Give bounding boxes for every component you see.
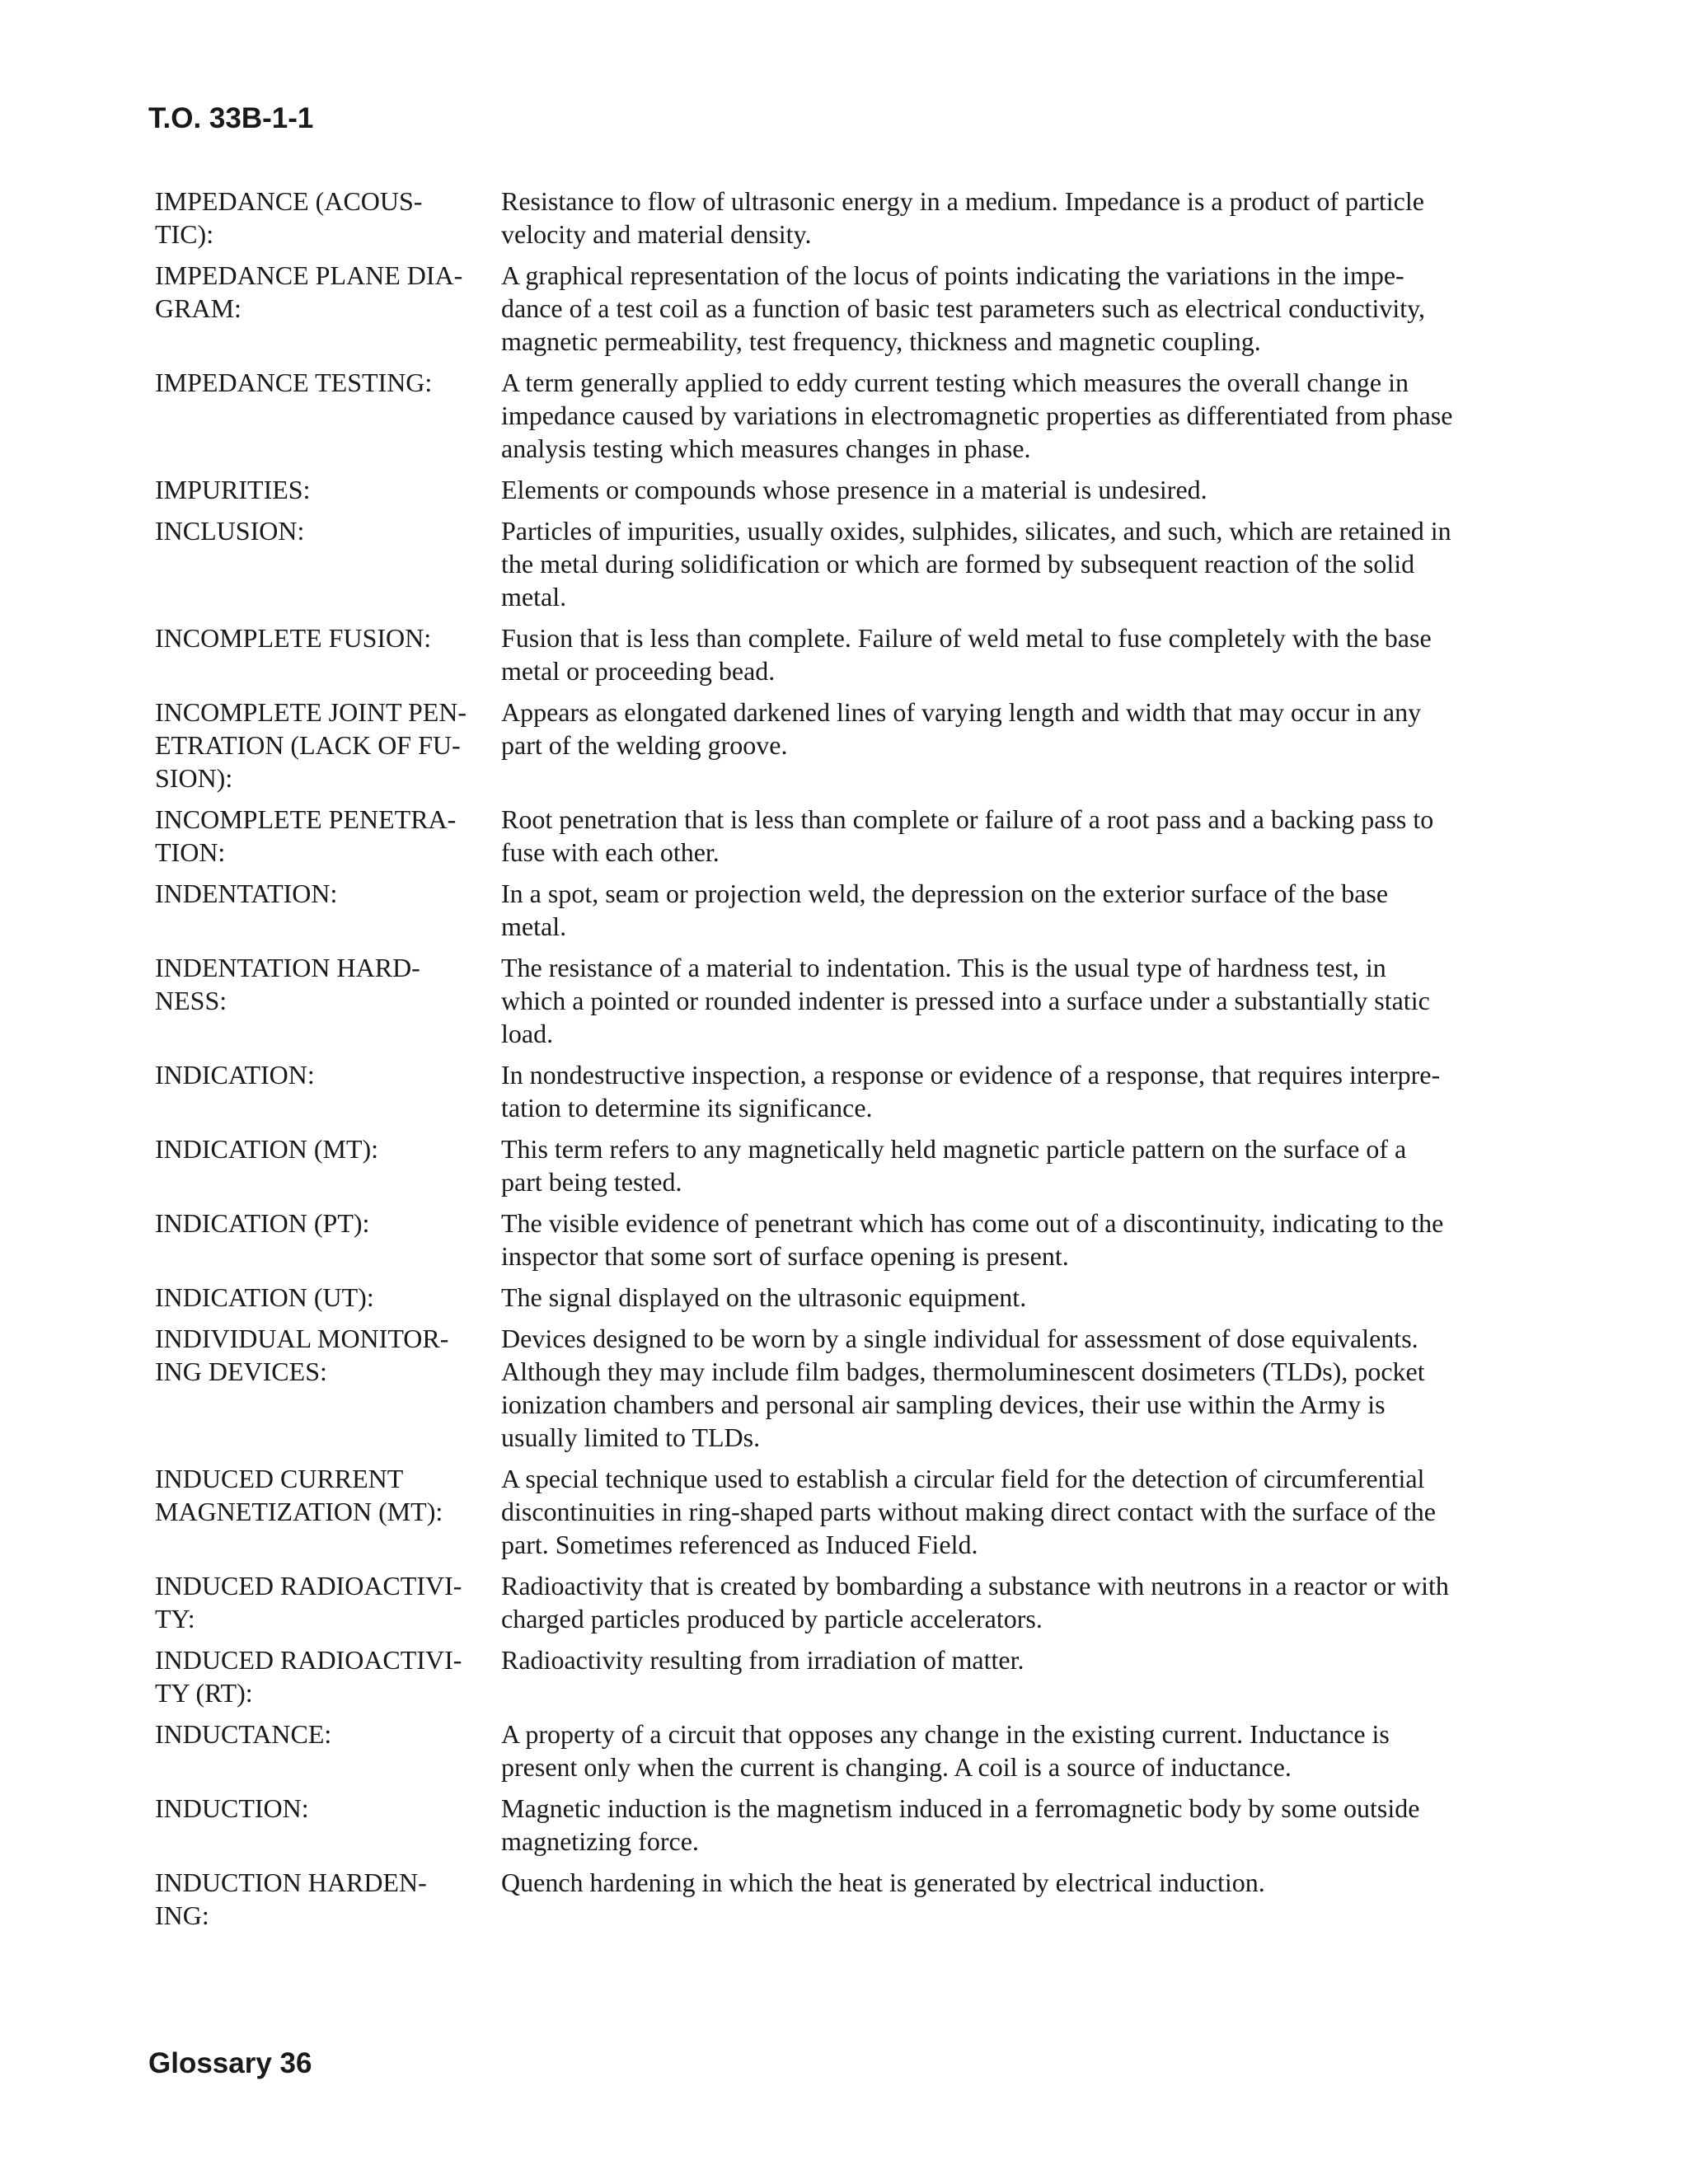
term-line: ING DEVICES: <box>155 1357 327 1386</box>
glossary-definition <box>501 1569 1531 1635</box>
definition-line: Appears as elongated darkened lines of varying length and width that may occur in any <box>501 697 1422 727</box>
definition-line: velocity and material density. <box>501 219 812 249</box>
glossary-term <box>155 1569 501 1635</box>
term-line: INDICATION: <box>155 1060 315 1090</box>
definition-line: part being tested. <box>501 1167 682 1197</box>
glossary-list <box>155 185 1531 1940</box>
term-line: INDUCED RADIOACTIVI- <box>155 1571 462 1601</box>
glossary-entry <box>155 259 1531 358</box>
term-line: MAGNETIZATION (MT): <box>155 1497 443 1526</box>
definition-line: Root penetration that is less than complete or failure of a root pass and a backing pass to <box>501 804 1434 834</box>
glossary-entry <box>155 1132 1531 1198</box>
glossary-term <box>155 696 501 794</box>
glossary-entry <box>155 1866 1531 1932</box>
glossary-term <box>155 803 501 869</box>
term-line: IMPURITIES: <box>155 475 311 504</box>
term-line: INDUCED RADIOACTIVI- <box>155 1645 462 1675</box>
page-label: Glossary 36 <box>148 2047 312 2079</box>
glossary-definition <box>501 803 1531 869</box>
glossary-entry <box>155 951 1531 1050</box>
definition-line: metal. <box>501 582 567 612</box>
glossary-entry <box>155 1281 1531 1314</box>
glossary-definition <box>501 1132 1531 1198</box>
definition-line: part. Sometimes referenced as Induced Field. <box>501 1530 978 1559</box>
glossary-term <box>155 1866 501 1932</box>
glossary-term <box>155 1718 501 1783</box>
glossary-entry <box>155 1462 1531 1561</box>
definition-line: analysis testing which measures changes in phase. <box>501 434 1031 463</box>
glossary-definition <box>501 1281 1531 1314</box>
glossary-definition <box>501 951 1531 1050</box>
definition-line: Radioactivity that is created by bombarding a substance with neutrons in a reactor or with <box>501 1571 1449 1601</box>
glossary-entry <box>155 877 1531 943</box>
glossary-entry <box>155 366 1531 465</box>
definition-line: Elements or compounds whose presence in a material is undesired. <box>501 475 1207 504</box>
glossary-entry <box>155 185 1531 251</box>
definition-line: present only when the current is changing. A coil is a source of inductance. <box>501 1752 1292 1782</box>
glossary-definition <box>501 185 1531 251</box>
definition-line: metal. <box>501 912 567 941</box>
glossary-definition <box>501 621 1531 687</box>
definition-line: This term refers to any magnetically held magnetic particle pattern on the surface of a <box>501 1134 1407 1164</box>
term-line: IMPEDANCE PLANE DIA- <box>155 260 463 290</box>
definition-line: The signal displayed on the ultrasonic equipment. <box>501 1282 1027 1312</box>
glossary-term <box>155 366 501 465</box>
definition-line: which a pointed or rounded indenter is pressed into a surface under a substantially static <box>501 986 1430 1015</box>
glossary-definition <box>501 1462 1531 1561</box>
term-line: INCOMPLETE PENETRA- <box>155 804 457 834</box>
term-line: ETRATION (LACK OF FU- <box>155 730 461 760</box>
term-line: SION): <box>155 763 233 793</box>
glossary-definition <box>501 473 1531 506</box>
definition-line: Resistance to flow of ultrasonic energy in a medium. Impedance is a product of particle <box>501 186 1424 216</box>
term-line: TIC): <box>155 219 214 249</box>
term-line: IMPEDANCE TESTING: <box>155 368 433 397</box>
glossary-term <box>155 514 501 613</box>
definition-line: metal or proceeding bead. <box>501 656 776 686</box>
glossary-entry <box>155 1058 1531 1124</box>
glossary-term <box>155 1462 501 1561</box>
definition-line: inspector that some sort of surface opening is present. <box>501 1241 1069 1271</box>
glossary-term <box>155 1322 501 1454</box>
definition-line: the metal during solidification or which are formed by subsequent reaction of the solid <box>501 549 1415 579</box>
definition-line: tation to determine its significance. <box>501 1093 873 1122</box>
term-line: INDUCTION: <box>155 1793 309 1823</box>
glossary-entry <box>155 1718 1531 1783</box>
glossary-entry <box>155 1569 1531 1635</box>
glossary-definition <box>501 366 1531 465</box>
definition-line: magnetic permeability, test frequency, thickness and magnetic coupling. <box>501 326 1261 356</box>
glossary-definition <box>501 1718 1531 1783</box>
glossary-definition <box>501 1207 1531 1272</box>
term-line: INDICATION (UT): <box>155 1282 374 1312</box>
definition-line: Magnetic induction is the magnetism induced in a ferromagnetic body by some outside <box>501 1793 1420 1823</box>
glossary-entry <box>155 803 1531 869</box>
term-line: TION: <box>155 837 226 867</box>
term-line: INDICATION (PT): <box>155 1208 370 1238</box>
glossary-term <box>155 1792 501 1858</box>
glossary-term <box>155 259 501 358</box>
glossary-entry <box>155 1643 1531 1709</box>
glossary-term <box>155 877 501 943</box>
definition-line: The resistance of a material to indentation. This is the usual type of hardness test, in <box>501 953 1386 982</box>
glossary-term <box>155 473 501 506</box>
definition-line: ionization chambers and personal air sampling devices, their use within the Army is <box>501 1390 1386 1419</box>
definition-line: Fusion that is less than complete. Failure of weld metal to fuse completely with the base <box>501 623 1432 653</box>
definition-line: Radioactivity resulting from irradiation of matter. <box>501 1645 1025 1675</box>
definition-line: part of the welding groove. <box>501 730 788 760</box>
term-line: INCOMPLETE FUSION: <box>155 623 432 653</box>
glossary-term <box>155 621 501 687</box>
glossary-definition <box>501 1866 1531 1932</box>
glossary-term <box>155 951 501 1050</box>
glossary-entry <box>155 473 1531 506</box>
definition-line: magnetizing force. <box>501 1826 699 1856</box>
glossary-term <box>155 185 501 251</box>
definition-line: A special technique used to establish a circular field for the detection of circumferential <box>501 1464 1425 1493</box>
glossary-definition <box>501 877 1531 943</box>
definition-line: The visible evidence of penetrant which has come out of a discontinuity, indicating to the <box>501 1208 1444 1238</box>
term-line: INDICATION (MT): <box>155 1134 379 1164</box>
glossary-definition <box>501 1058 1531 1124</box>
definition-line: Quench hardening in which the heat is generated by electrical induction. <box>501 1868 1265 1897</box>
definition-line: In a spot, seam or projection weld, the depression on the exterior surface of the base <box>501 879 1389 908</box>
glossary-definition <box>501 1643 1531 1709</box>
glossary-definition <box>501 1792 1531 1858</box>
definition-line: discontinuities in ring-shaped parts without making direct contact with the surface of the <box>501 1497 1436 1526</box>
glossary-entry <box>155 696 1531 794</box>
term-line: NESS: <box>155 986 227 1015</box>
definition-line: fuse with each other. <box>501 837 720 867</box>
term-line: INDENTATION: <box>155 879 338 908</box>
glossary-term <box>155 1207 501 1272</box>
term-line: INCOMPLETE JOINT PEN- <box>155 697 467 727</box>
definition-line: A term generally applied to eddy current testing which measures the overall change in <box>501 368 1409 397</box>
term-line: IMPEDANCE (ACOUS- <box>155 186 423 216</box>
definition-line: A property of a circuit that opposes any change in the existing current. Inductance is <box>501 1719 1390 1749</box>
definition-line: Although they may include film badges, thermoluminescent dosimeters (TLDs), pocket <box>501 1357 1425 1386</box>
glossary-entry <box>155 621 1531 687</box>
definition-line: impedance caused by variations in electromagnetic properties as differentiated from phase <box>501 401 1453 430</box>
term-line: TY (RT): <box>155 1678 253 1708</box>
glossary-term <box>155 1643 501 1709</box>
glossary-entry <box>155 1792 1531 1858</box>
definition-line: dance of a test coil as a function of basic test parameters such as electrical conductivity, <box>501 293 1426 323</box>
term-line: ING: <box>155 1900 209 1930</box>
definition-line: A graphical representation of the locus of points indicating the variations in the impe- <box>501 260 1404 290</box>
glossary-entry <box>155 514 1531 613</box>
glossary-entry <box>155 1207 1531 1272</box>
glossary-definition <box>501 696 1531 794</box>
term-line: INDENTATION HARD- <box>155 953 420 982</box>
glossary-term <box>155 1058 501 1124</box>
glossary-term <box>155 1132 501 1198</box>
definition-line: In nondestructive inspection, a response or evidence of a response, that requires interpre- <box>501 1060 1441 1090</box>
definition-line: Devices designed to be worn by a single individual for assessment of dose equivalents. <box>501 1324 1418 1353</box>
document-number: T.O. 33B-1-1 <box>148 102 314 134</box>
glossary-term <box>155 1281 501 1314</box>
definition-line: Particles of impurities, usually oxides, sulphides, silicates, and such, which are retained in <box>501 516 1451 546</box>
term-line: INCLUSION: <box>155 516 305 546</box>
glossary-entry <box>155 1322 1531 1454</box>
definition-line: charged particles produced by particle accelerators. <box>501 1604 1043 1633</box>
definition-line: usually limited to TLDs. <box>501 1422 761 1452</box>
term-line: TY: <box>155 1604 195 1633</box>
term-line: INDUCTANCE: <box>155 1719 332 1749</box>
term-line: INDUCTION HARDEN- <box>155 1868 427 1897</box>
term-line: INDIVIDUAL MONITOR- <box>155 1324 449 1353</box>
glossary-definition <box>501 1322 1531 1454</box>
term-line: GRAM: <box>155 293 241 323</box>
term-line: INDUCED CURRENT <box>155 1464 404 1493</box>
glossary-definition <box>501 259 1531 358</box>
definition-line: load. <box>501 1019 554 1048</box>
glossary-definition <box>501 514 1531 613</box>
